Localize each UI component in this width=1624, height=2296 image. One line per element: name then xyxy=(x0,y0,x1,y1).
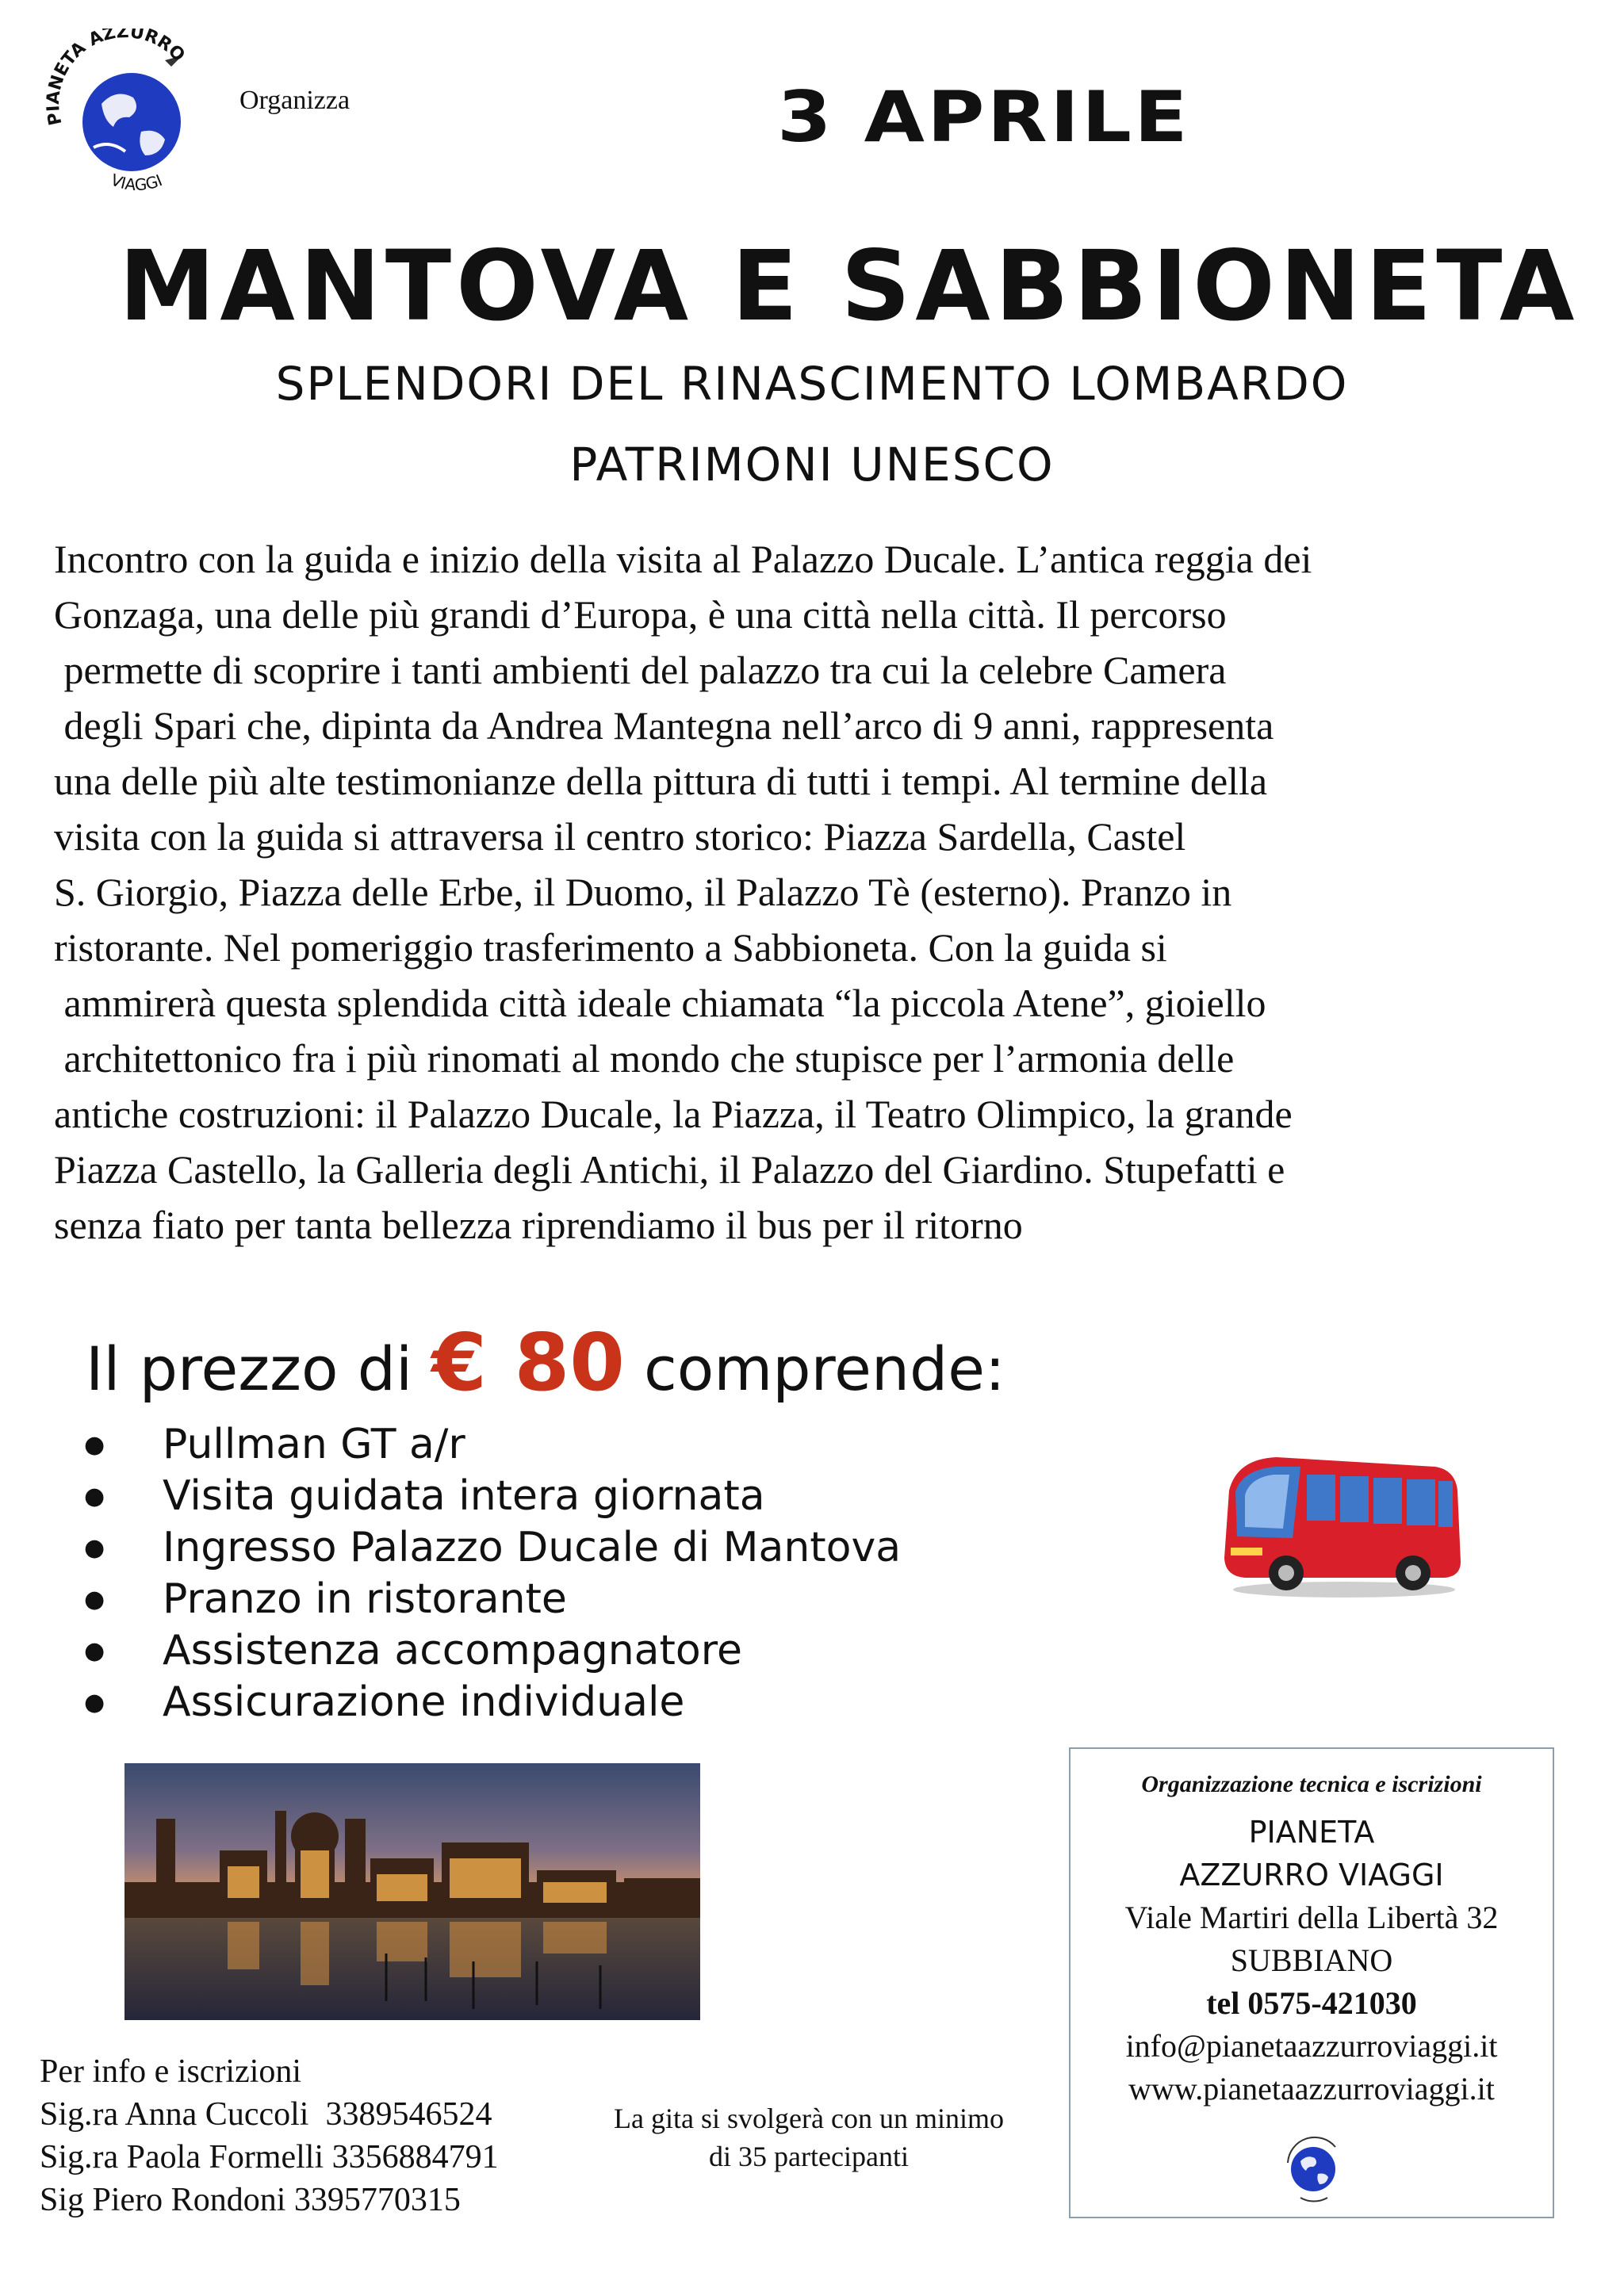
organizza-label: Organizza xyxy=(239,86,350,115)
description-line: ristorante. Nel pomeriggio trasferimento a Sabbioneta. Con la guida si xyxy=(54,925,1167,970)
includes-list xyxy=(79,1419,901,1728)
contact-person: Sig Piero Rondoni 3395770315 xyxy=(40,2182,461,2218)
description-line: architettonico fra i più rinomati al mondo che stupisce per l’armonia delle xyxy=(54,1036,1235,1081)
description xyxy=(54,531,1584,1253)
includes-item: ● Assistenza accompagnatore xyxy=(79,1625,901,1677)
bullet-icon: ● xyxy=(84,1586,105,1613)
description-line: visita con la guida si attraversa il centro storico: Piazza Sardella, Castel xyxy=(54,814,1186,859)
contact-person: Sig.ra Anna Cuccoli 3389546524 xyxy=(40,2096,492,2133)
mantova-skyline-photo xyxy=(124,1763,700,2020)
bus-icon xyxy=(1213,1443,1467,1601)
bullet-icon: ● xyxy=(84,1534,105,1562)
price-prefix: Il prezzo di xyxy=(86,1334,432,1404)
includes-item: ● Ingresso Palazzo Ducale di Mantova xyxy=(79,1522,901,1574)
svg-text:PIANETA AZZURRO: PIANETA AZZURRO xyxy=(43,29,189,128)
contacts-heading: Per info e iscrizioni xyxy=(40,2053,302,2090)
description-line: una delle più alte testimonianze della pittura di tutti i tempi. Al termine della xyxy=(54,759,1268,803)
organizer-name-line-2: AZZURRO VIAGGI xyxy=(1179,1858,1444,1892)
price-value: € 80 xyxy=(431,1316,625,1409)
includes-item: ● Pullman GT a/r xyxy=(79,1419,901,1471)
includes-item: ● Visita guidata intera giornata xyxy=(79,1471,901,1522)
organizer-box xyxy=(1069,1747,1554,2218)
description-line: Piazza Castello, la Galleria degli Antichi, il Palazzo del Giardino. Stupefatti e xyxy=(54,1147,1285,1192)
page-title: MANTOVA E SABBIONETA xyxy=(119,230,1580,342)
contact-person: Sig.ra Paola Formelli 3356884791 xyxy=(40,2139,499,2175)
description-line: degli Spari che, dipinta da Andrea Mantegna nell’arco di 9 anni, rappresenta xyxy=(54,703,1274,748)
contacts xyxy=(40,2050,499,2221)
subtitle-line-2: PATRIMONI UNESCO xyxy=(569,438,1055,492)
description-line: Incontro con la guida e inizio della visita al Palazzo Ducale. L’antica reggia dei xyxy=(54,537,1312,581)
bullet-icon: ● xyxy=(84,1431,105,1459)
price-heading xyxy=(86,1316,1005,1409)
small-globe-logo xyxy=(1272,2126,1351,2206)
organizer-website[interactable]: www.pianetaazzurroviaggi.it xyxy=(1128,2071,1495,2107)
organizer-email[interactable]: info@pianetaazzurroviaggi.it xyxy=(1125,2028,1498,2064)
bullet-icon: ● xyxy=(84,1483,105,1510)
bullet-icon: ● xyxy=(84,1637,105,1665)
description-line: permette di scoprire i tanti ambienti del palazzo tra cui la celebre Camera xyxy=(54,648,1227,692)
description-line: S. Giorgio, Piazza delle Erbe, il Duomo, il Palazzo Tè (esterno). Pranzo in xyxy=(54,870,1232,914)
subtitle-line-1: SPLENDORI DEL RINASCIMENTO LOMBARDO xyxy=(275,357,1349,411)
svg-text:VIAGGI: VIAGGI xyxy=(108,170,166,195)
organizer-city: SUBBIANO xyxy=(1230,1942,1393,1978)
price-suffix: comprende: xyxy=(624,1334,1005,1404)
pianeta-azzurro-logo xyxy=(38,29,213,203)
includes-item: ● Assicurazione individuale xyxy=(79,1677,901,1728)
description-line: ammirerà questa splendida città ideale chiamata “la piccola Atene”, gioiello xyxy=(54,981,1266,1025)
organizer-name-line-1: PIANETA xyxy=(1248,1815,1375,1850)
description-line: senza fiato per tanta bellezza riprendiamo il bus per il ritorno xyxy=(54,1203,1023,1247)
description-line: antiche costruzioni: il Palazzo Ducale, la Piazza, il Teatro Olimpico, la grande xyxy=(54,1092,1293,1136)
minimum-participants-note: La gita si svolgerà con un minimo di 35 partecipanti xyxy=(614,2103,1004,2172)
bullet-icon: ● xyxy=(84,1689,105,1716)
organizer-heading: Organizzazione tecnica e iscrizioni xyxy=(1141,1771,1482,1797)
includes-item: ● Pranzo in ristorante xyxy=(79,1574,901,1625)
organizer-phone: tel 0575-421030 xyxy=(1206,1985,1417,2021)
globe-icon xyxy=(82,73,181,171)
event-date: 3 APRILE xyxy=(777,76,1190,158)
organizer-address: Viale Martiri della Libertà 32 xyxy=(1124,1900,1499,1935)
description-line: Gonzaga, una delle più grandi d’Europa, è una città nella città. Il percorso xyxy=(54,592,1227,637)
